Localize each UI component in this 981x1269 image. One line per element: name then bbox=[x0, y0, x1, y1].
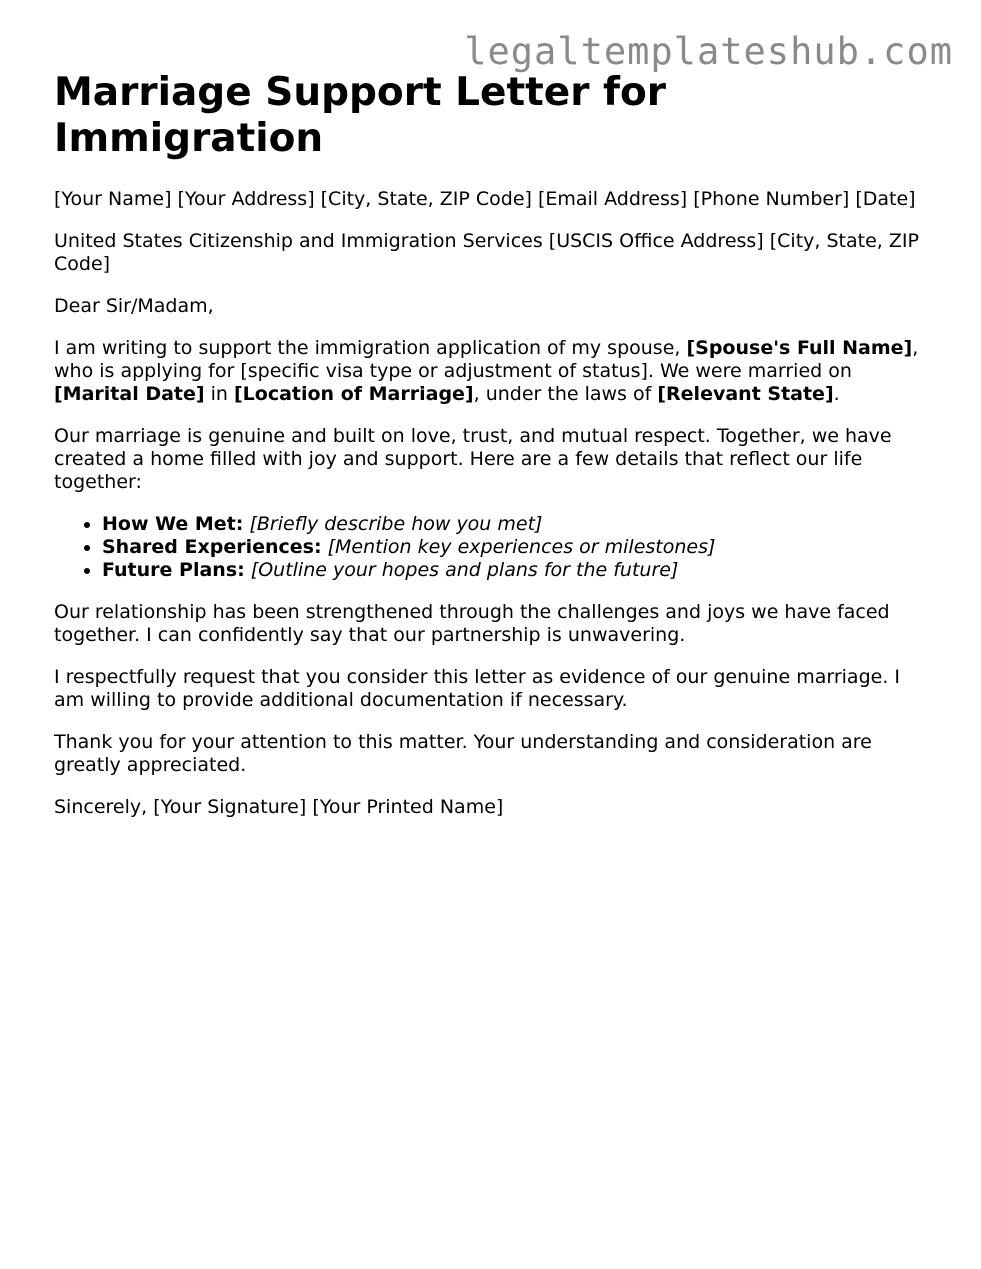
life-paragraph: Our marriage is genuine and built on love, trust, and mutual respect. Together, we have created a home filled with joy and support. Here are a few details that reflect our life together: bbox=[54, 425, 892, 493]
spouse-name-placeholder: [Spouse's Full Name] bbox=[686, 337, 913, 359]
request-paragraph: I respectfully request that you consider this letter as evidence of our genuine marriage. I am willing to provide additional documentation if necessary. bbox=[54, 666, 901, 711]
detail-label: How We Met: bbox=[102, 513, 244, 535]
thanks-paragraph: Thank you for your attention to this matter. Your understanding and consideration are greatly appreciated. bbox=[54, 731, 872, 776]
detail-text: [Briefly describe how you met] bbox=[249, 513, 543, 535]
list-item bbox=[102, 559, 934, 582]
detail-label: Shared Experiences: bbox=[102, 536, 322, 558]
salutation: Dear Sir/Madam, bbox=[54, 295, 214, 317]
detail-text: [Outline your hopes and plans for the future] bbox=[250, 559, 679, 581]
closing-line: Sincerely, [Your Signature] [Your Printed Name] bbox=[54, 796, 504, 818]
state-placeholder: [Relevant State] bbox=[657, 383, 834, 405]
relationship-paragraph: Our relationship has been strengthened through the challenges and joys we have faced together. I can confidently say that our partnership is unwavering. bbox=[54, 601, 890, 646]
list-item bbox=[102, 513, 934, 536]
letter-document bbox=[54, 70, 934, 838]
intro-text-3: in bbox=[204, 383, 234, 405]
intro-paragraph bbox=[54, 337, 934, 406]
marital-date-placeholder: [Marital Date] bbox=[54, 383, 205, 405]
details-list bbox=[54, 513, 934, 582]
letter-title: Marriage Support Letter for Immigration bbox=[54, 70, 667, 161]
detail-label: Future Plans: bbox=[102, 559, 245, 581]
detail-text: [Mention key experiences or milestones] bbox=[327, 536, 716, 558]
watermark: legaltemplateshub.com bbox=[464, 30, 953, 73]
list-item bbox=[102, 536, 934, 559]
intro-text-2: , who is applying for [specific visa type or adjustment of status]. We were married on bbox=[54, 337, 919, 382]
intro-text-4: , under the laws of bbox=[473, 383, 658, 405]
recipient-block: United States Citizenship and Immigration Services [USCIS Office Address] [City, State, ZIP Code] bbox=[54, 230, 919, 275]
intro-text-1: I am writing to support the immigration application of my spouse, bbox=[54, 337, 687, 359]
sender-block: [Your Name] [Your Address] [City, State, ZIP Code] [Email Address] [Phone Number] [Date] bbox=[54, 188, 916, 210]
location-placeholder: [Location of Marriage] bbox=[233, 383, 474, 405]
intro-text-5: . bbox=[833, 383, 840, 405]
